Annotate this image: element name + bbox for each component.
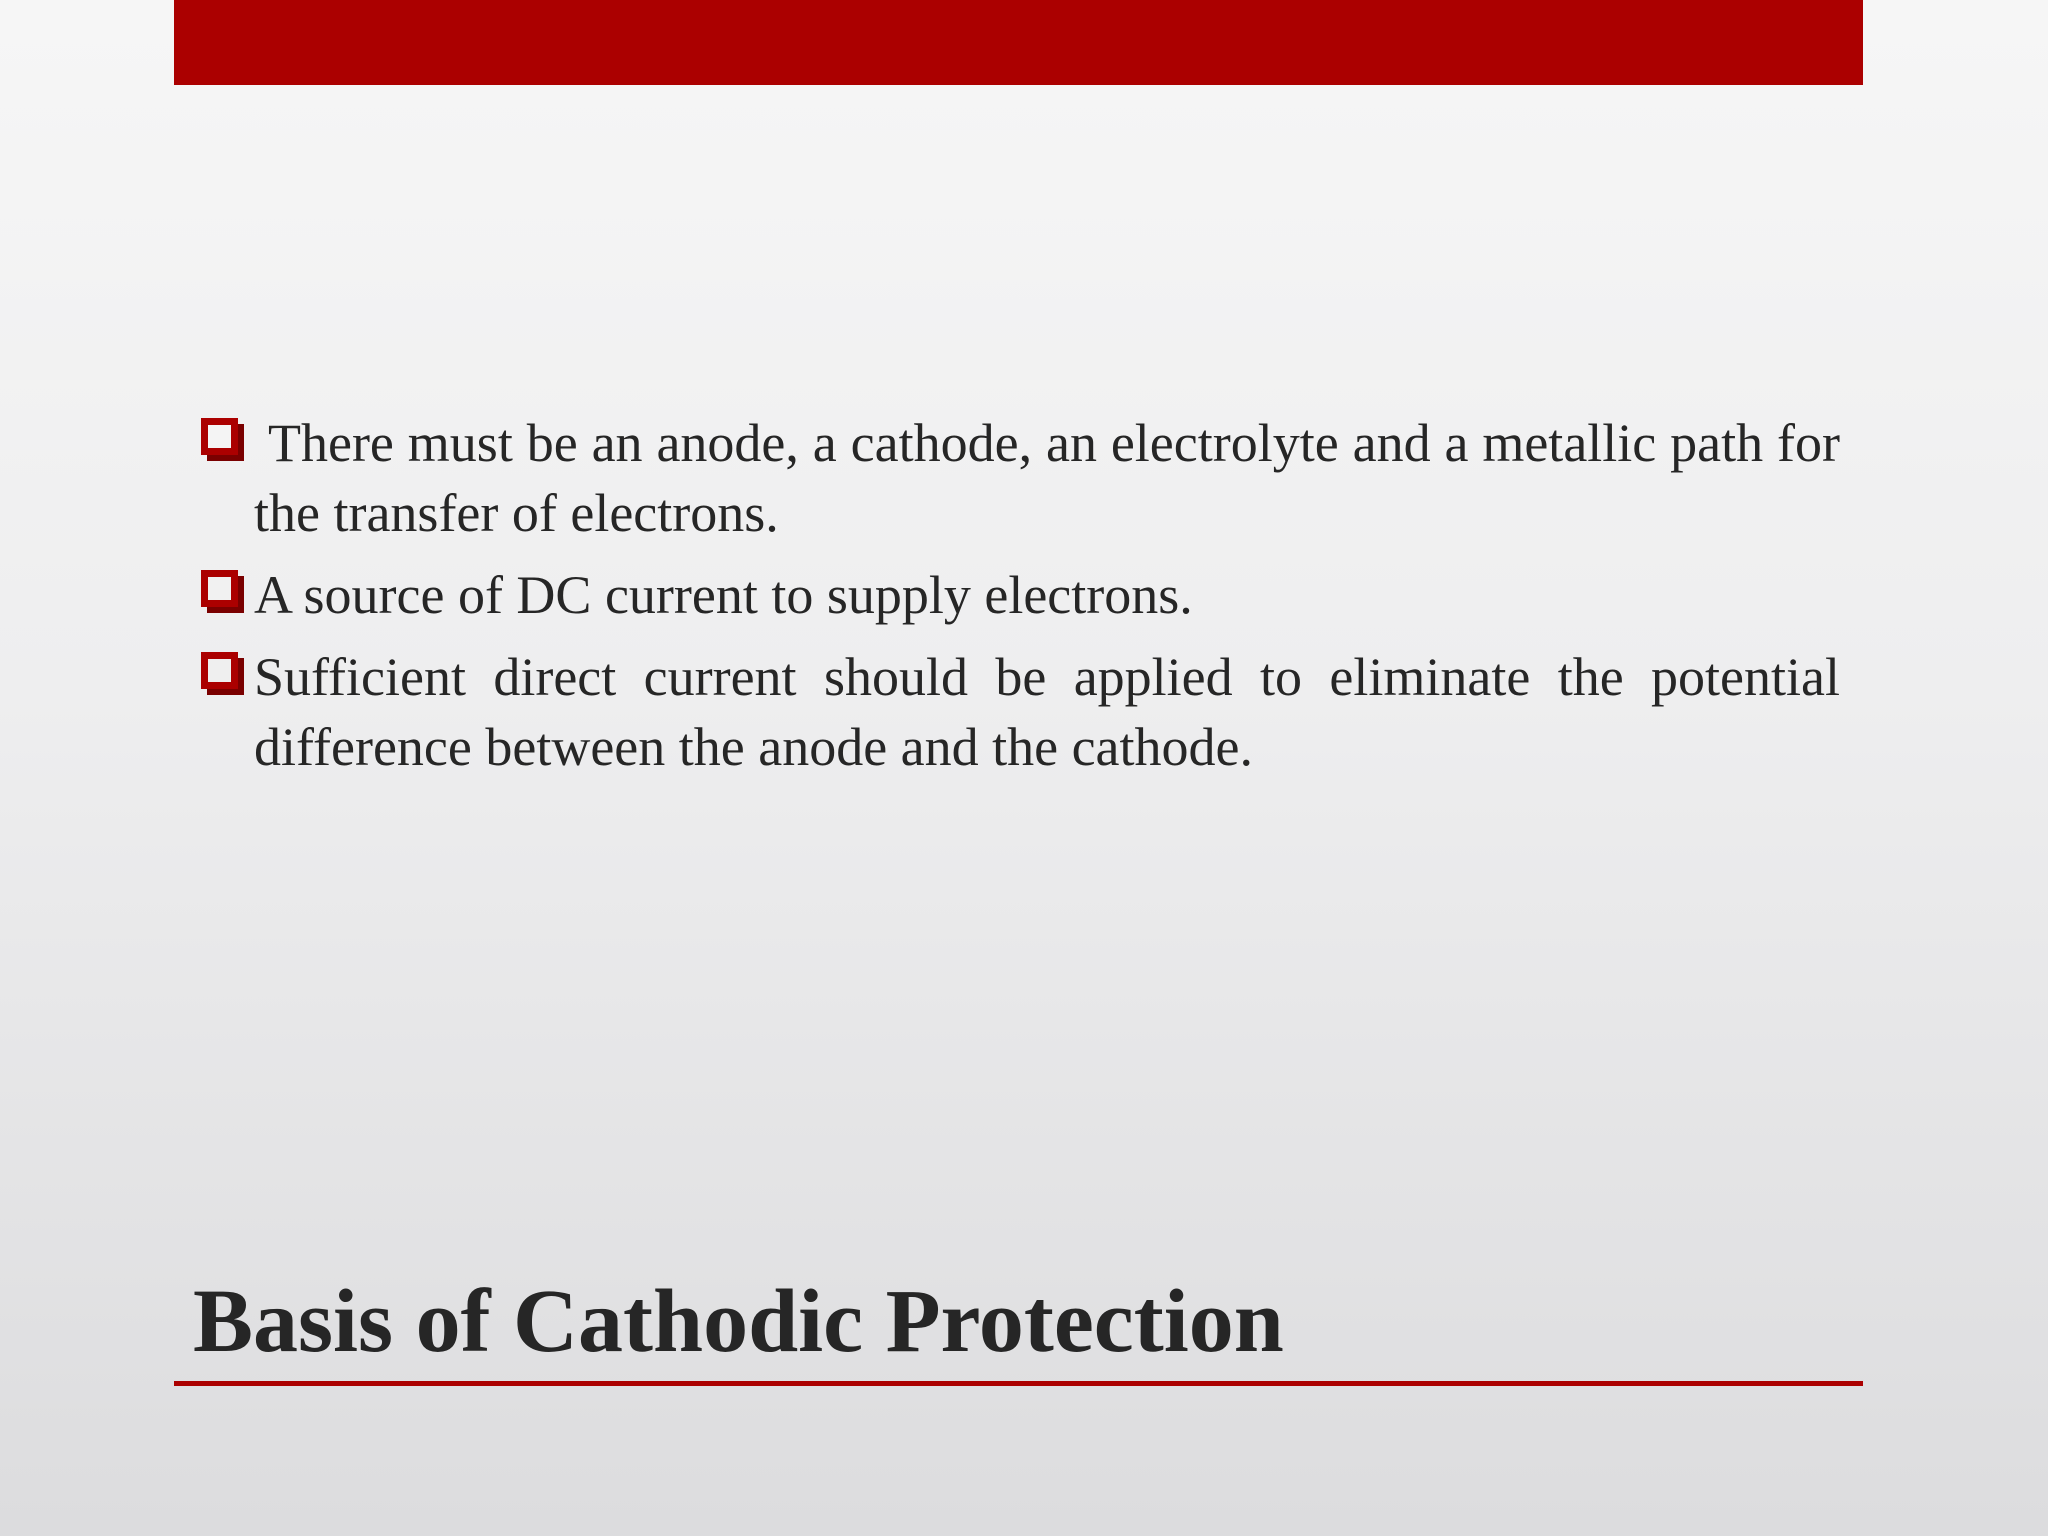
bullet-list — [196, 408, 1840, 794]
bullet-item — [196, 560, 1840, 630]
top-accent-bar — [174, 0, 1863, 85]
hollow-square-bullet-icon — [198, 564, 248, 634]
bullet-text: Sufficient direct current should be applied to eliminate the potential difference between the anode and the cathode. — [254, 647, 1840, 777]
bullet-text: There must be an anode, a cathode, an electrolyte and a metallic path for the transfer of electrons. — [254, 413, 1840, 543]
bullet-item — [196, 642, 1840, 782]
hollow-square-bullet-icon — [198, 646, 248, 716]
slide-title: Basis of Cathodic Protection — [193, 1272, 1284, 1371]
hollow-square-bullet-icon — [198, 412, 248, 482]
bullet-item — [196, 408, 1840, 548]
bullet-text: A source of DC current to supply electrons. — [254, 565, 1193, 625]
title-underline — [174, 1381, 1863, 1386]
